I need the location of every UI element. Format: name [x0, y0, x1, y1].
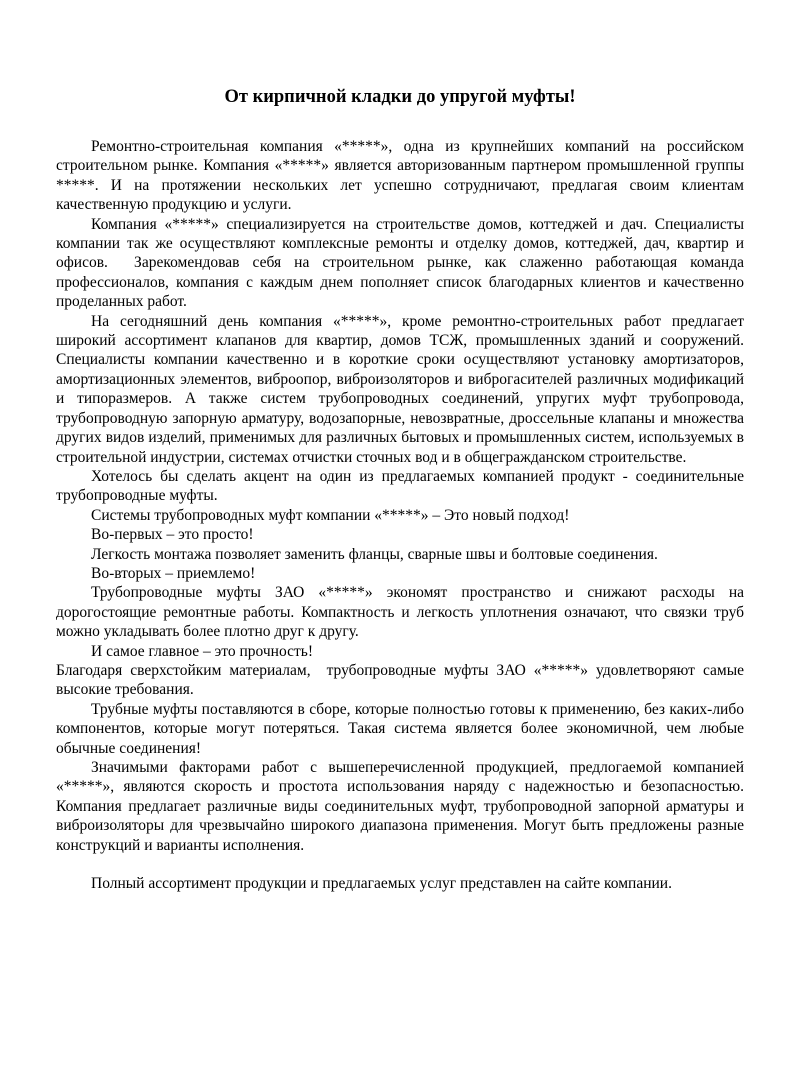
paragraph-full-assortment: Полный ассортимент продукции и предлагаемых услуг представлен на сайте компании.	[91, 875, 672, 893]
paragraph-firstly: Во-первых – это просто!	[91, 526, 254, 544]
paragraph-specialization: Компания «*****» специализируется на строительстве домов, коттеджей и дач. Специалисты компании так же осуществляют комплексные ремонты и отделку домов, коттеджей, дач, квартир и офисов. Зарекомендовав себя на строительном рынке, как слаженно работающая команда профессионалов, компания с каждым днем пополняет список благодарных клиентов и качественно проделанных работ.	[56, 215, 744, 311]
paragraph-secondly: Во-вторых – приемлемо!	[91, 564, 256, 582]
document-title: От кирпичной кладки до упругой муфты!	[224, 87, 576, 107]
paragraph-significant-factors: Значимыми факторами работ с вышеперечисленной продукцией, предлогаемой компанией «*****», являются скорость и простота использования наряду с надежностью и безопасностью. Компания предлагает различные виды соединительных муфт, трубопроводной запорной арматуры и виброизоляторы для чрезвычайно широкого диапазона применения. Могут быть предложены разные конструкций и варианты исполнения.	[56, 759, 744, 854]
paragraph-assembled-couplings: Трубные муфты поставляются в сборе, которые полностью готовы к применению, без каких-либо компонентов, которые могут потеряться. Такая система является более экономичной, чем любые обычные соединения!	[56, 700, 744, 757]
paragraph-new-approach: Системы трубопроводных муфт компании «*****» – Это новый подход!	[91, 506, 570, 524]
paragraph-accent-product: Хотелось бы сделать акцент на один из предлагаемых компанией продукт - соединительные трубопроводные муфты.	[56, 467, 744, 505]
paragraph-materials: Благодаря сверхстойким материалам, трубопроводные муфты ЗАО «*****» удовлетворяют самые высокие требования.	[56, 661, 744, 699]
paragraph-save-space: Трубопроводные муфты ЗАО «*****» экономят пространство и снижают расходы на дорогостоящие ремонтные работы. Компактность и легкость уплотнения означают, что связки труб можно укладывать более плотно друг к другу.	[56, 584, 744, 641]
paragraph-strength: И самое главное – это прочность!	[91, 642, 313, 660]
paragraph-assortment: На сегодняшний день компания «*****», кроме ремонтно-строительных работ предлагает широкий ассортимент клапанов для квартир, домов ТСЖ, промышленных зданий и сооружений. Специалисты компании качественно и в короткие сроки осуществляют установку амортизаторов, амортизационных элементов, виброопор, виброизоляторов и виброгасителей различных модификаций и типоразмеров. А также систем трубопроводных соединений, упругих муфт трубопровода, трубопроводную запорную арматуру, водозапорные, невозвратные, дроссельные клапаны и множества других видов изделий, применимых для различных бытовых и промышленных систем, используемых в строительной индустрии, системах отчистки сточных вод и в общегражданском строительстве.	[56, 312, 744, 466]
paragraph-easy-mounting: Легкость монтажа позволяет заменить фланцы, сварные швы и болтовые соединения.	[91, 545, 658, 563]
paragraph-intro-company: Ремонтно-строительная компания «*****», одна из крупнейших компаний на российском строительном рынке. Компания «*****» является авторизованным партнером промышленной группы *****. И на протяжении нескольких лет успешно сотрудничают, предлагая своим клиентам качественную продукцию и услуги.	[56, 138, 744, 214]
